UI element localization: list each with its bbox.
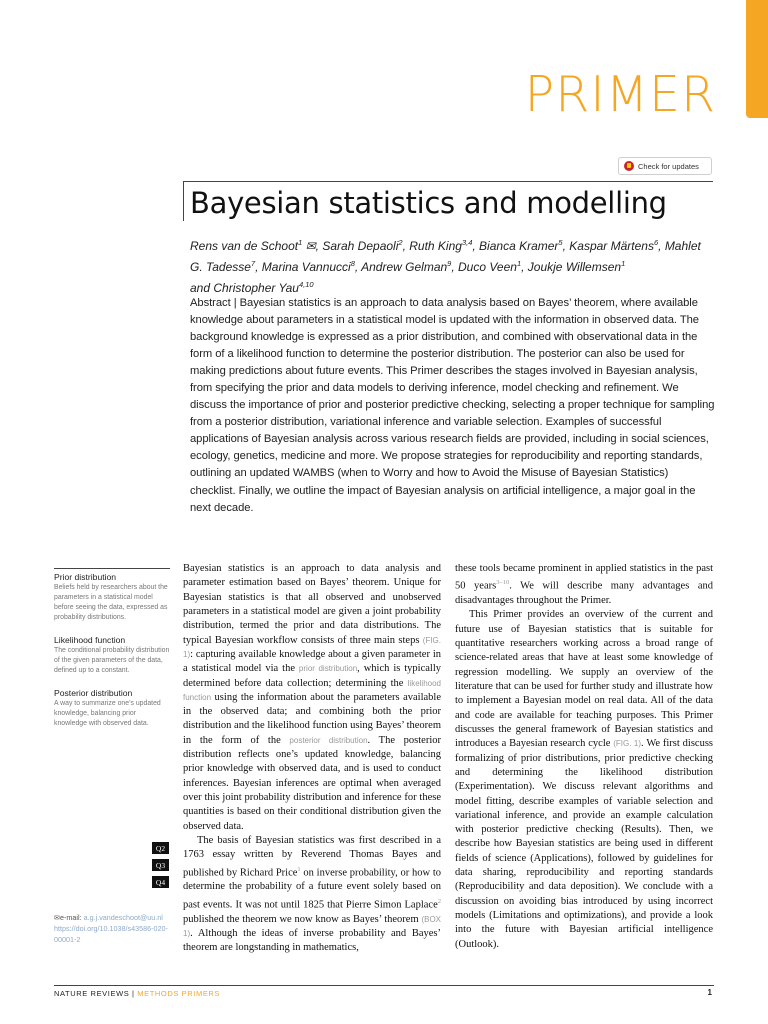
- author-name: Andrew Gelman: [361, 260, 448, 274]
- body-paragraph: [455, 608, 713, 952]
- author-conjunction: and: [190, 281, 214, 295]
- body-text: . The posterior distribution reflects one’s updated knowledge, balancing prior knowledge with observed data, and is used to conduct inferences. Bayesian inferences are optimal when averaged over this joint probability distribution and inference for these quantities is based on their conditional distribution given the observed data.: [183, 734, 441, 832]
- body-text: on inverse probability, or how to determine the probability of a future event solely based on past events. It was not until 1825 that Pierre Simon Laplace: [183, 867, 441, 911]
- author-list: Rens van de Schoot$^1$ ✉, Sarah Depaoli$^2$, Ruth King$^{3,4}$, Bianca Kramer$^5$, Kaspar Märtens$^6$, Mahlet G. Tadesse$^7$, Marina Vannucci$^8$, Andrew Gelman$^9$, Duco Veen$^1$, Joukje Willemsen$^1$ and Christopher Yau$^{4,10}$: [190, 238, 701, 295]
- affiliation-sup: 1: [621, 259, 626, 268]
- glossary-definition: The conditional probability distribution of the given parameters of the data, defined up to a constant.: [54, 647, 170, 674]
- body-text: , which is typically determined before data collection; determining the: [183, 663, 442, 689]
- glossary-term-link[interactable]: prior distribution: [298, 664, 358, 674]
- author-name: Mahlet G. Tadesse: [190, 239, 701, 274]
- body-column-right: [455, 562, 713, 952]
- author-name: Joukje Willemsen: [527, 260, 622, 274]
- affiliation-sup: 8: [350, 259, 355, 268]
- glossary-rule: [54, 568, 170, 569]
- glossary-entry: [54, 635, 170, 676]
- journal-footer: [54, 989, 220, 998]
- affiliation-sup: 3,4: [461, 238, 473, 247]
- glossary-definition: Beliefs held by researchers about the parameters in a statistical model before seeing the data, expressed as probability distributions.: [54, 584, 168, 621]
- author-name: Marina Vannucci: [261, 260, 351, 274]
- affiliation-sup: 1: [516, 259, 522, 268]
- glossary-term: Prior distribution: [54, 572, 117, 582]
- reference-link[interactable]: 1: [297, 865, 301, 873]
- affiliation-sup: 5: [558, 238, 563, 247]
- contact-info: [54, 912, 172, 945]
- abstract: Abstract | Bayesian statistics is an approach to data analysis based on Bayes’ theorem, where available knowledge about parameters in a statistical model is updated with the information in observed data. The background knowledge is expressed as a prior distribution, and combined with observational data in the form of a likelihood function to determine the posterior distribution. The posterior can also be used for making predictions about future events. This Primer describes the stages involved in Bayesian analysis, from specifying the prior and data models to deriving inference, model checking and refinement. We discuss the importance of prior and posterior predictive checking, selecting a proper technique for sampling from a posterior distribution, variational inference and variable selection. Examples of successful applications of Bayesian analysis across various research fields are provided, including in social sciences, ecology, genetics, medicine and more. We propose strategies for reproducibility and reporting standards, outlining an updated WAMBS (when to Worry and how to Avoid the Misuse of Bayesian Statistics) checklist. Finally, we outline the impact of Bayesian analysis on artificial intelligence, a major goal in the next decade.: [190, 297, 715, 514]
- author-name: Rens van de Schoot: [190, 239, 299, 253]
- body-column-left: [183, 562, 441, 955]
- body-paragraph: [183, 562, 441, 834]
- query-tag[interactable]: Q3: [152, 859, 169, 871]
- glossary-entry: [54, 568, 170, 623]
- email-label: e-mail:: [60, 913, 84, 922]
- body-paragraph: [183, 834, 441, 956]
- journal-subtitle: METHODS PRIMERS: [137, 989, 221, 998]
- body-paragraph: [455, 562, 713, 608]
- author-name: Christopher Yau: [213, 281, 299, 295]
- footer-rule: [54, 985, 714, 986]
- query-tag[interactable]: Q4: [152, 876, 169, 888]
- glossary-term: Likelihood function: [54, 635, 126, 645]
- section-label: PRIMER: [524, 66, 716, 123]
- body-text: using the information about the parameters available in the observed data; and combining both the prior distribution and the likelihood function using Bayes’ theorem in the form of the: [183, 691, 441, 746]
- box-ref-link[interactable]: (BOX 1): [183, 914, 441, 938]
- author-name: Kaspar Märtens: [569, 239, 654, 253]
- section-color-bar: [746, 0, 768, 118]
- query-tag[interactable]: Q2: [152, 842, 169, 854]
- title-rule-tick: [183, 181, 184, 221]
- glossary-entry: [54, 688, 170, 729]
- reference-link[interactable]: 2: [437, 897, 441, 905]
- glossary-term: Posterior distribution: [54, 688, 133, 698]
- body-text: Bayesian statistics is an approach to data analysis and parameter estimation based on Bayes’ theorem. Unique for Bayesian statistics is that all observed and unobserved parameters in a statistical model are given a joint probability distribution, termed the prior and data distributions. The typical Bayesian workflow consists of three main steps: [183, 563, 441, 646]
- author-name: Bianca Kramer: [479, 239, 559, 253]
- affiliation-sup: 9: [447, 259, 452, 268]
- figure-ref-link[interactable]: (FIG. 1): [183, 635, 441, 659]
- body-text: . Although the ideas of inverse probability and Bayes’ theorem are longstanding in mathematics,: [183, 927, 441, 954]
- query-tags: [152, 842, 169, 888]
- glossary-sidebar: [54, 568, 170, 741]
- journal-name: NATURE REVIEWS |: [54, 989, 138, 998]
- title-rule: [183, 181, 713, 182]
- affiliation-sup: 7: [250, 259, 256, 268]
- reference-link[interactable]: 3–10: [496, 579, 510, 587]
- email-link[interactable]: a.g.j.vandeschoot@uu.nl: [83, 913, 163, 922]
- email-icon[interactable]: ✉: [305, 239, 316, 253]
- affiliation-sup: 4,10: [298, 280, 314, 289]
- body-text: . We first discuss formalizing of prior distributions, prior predictive checking and determining the likelihood distribution (Experimentation). We discuss relevant algorithms and model fitting, describe examples of variable selection and variational inference, and provide an example calculation with posterior predictive checking (Results). Then, we describe how Bayesian statistics are being used in different fields of science (Applications), followed by guidelines for data sharing, reproducibility and reporting standards (Reproducibility and data deposition). We conclude with a discussion on avoiding bias introduced by using incorrect models (Limitations and optimizations), and provide a look into the future with Bayesian artificial intelligence (Outlook).: [455, 738, 713, 950]
- body-text: : capturing available knowledge about a given parameter in a statistical model via the: [183, 648, 441, 675]
- author-name: Ruth King: [409, 239, 462, 253]
- check-for-updates-button[interactable]: [618, 157, 712, 175]
- glossary-term-link[interactable]: likelihood function: [183, 678, 441, 702]
- author-name: Sarah Depaoli: [322, 239, 399, 253]
- figure-ref-link[interactable]: (FIG. 1): [613, 739, 642, 749]
- doi-link[interactable]: https://doi.org/10.1038/s43586-020-00001-2: [54, 924, 168, 944]
- author-name: Duco Veen: [458, 260, 517, 274]
- check-for-updates-label: Check for updates: [638, 161, 699, 171]
- affiliation-sup: 2: [398, 238, 403, 247]
- body-text: . We will describe many advantages and disadvantages throughout the Primer.: [455, 580, 713, 607]
- affiliation-sup: 1: [298, 238, 303, 247]
- email-icon: ✉: [54, 913, 61, 922]
- page-number: 1: [707, 988, 712, 997]
- crossmark-icon: [624, 161, 634, 171]
- body-text: This Primer provides an overview of the current and future use of Bayesian statistics that is suitable for quantitative researchers working across a broad range of science-related areas that have at least some knowledge of regression modelling. We supply an overview of the literature that can be used for further study and illustrate how to implement a Bayesian model on real data. All of the data and code are available for teaching purposes. This Primer discusses the general framework of Bayesian statistics and introduces a Bayesian research cycle: [455, 609, 713, 750]
- body-text: published the theorem we now know as Bayes’ theorem: [183, 913, 422, 925]
- article-title: Bayesian statistics and modelling: [190, 186, 667, 220]
- body-text: these tools became prominent in applied statistics in the past 50 years: [455, 563, 713, 592]
- body-text: The basis of Bayesian statistics was first described in a 1763 essay written by Reverend Thomas Bayes and published by Richard Price: [183, 834, 441, 879]
- glossary-definition: A way to summarize one’s updated knowledge, balancing prior knowledge with observed data.: [54, 700, 161, 727]
- affiliation-sup: 6: [653, 238, 659, 247]
- glossary-term-link[interactable]: posterior distribution: [289, 735, 368, 745]
